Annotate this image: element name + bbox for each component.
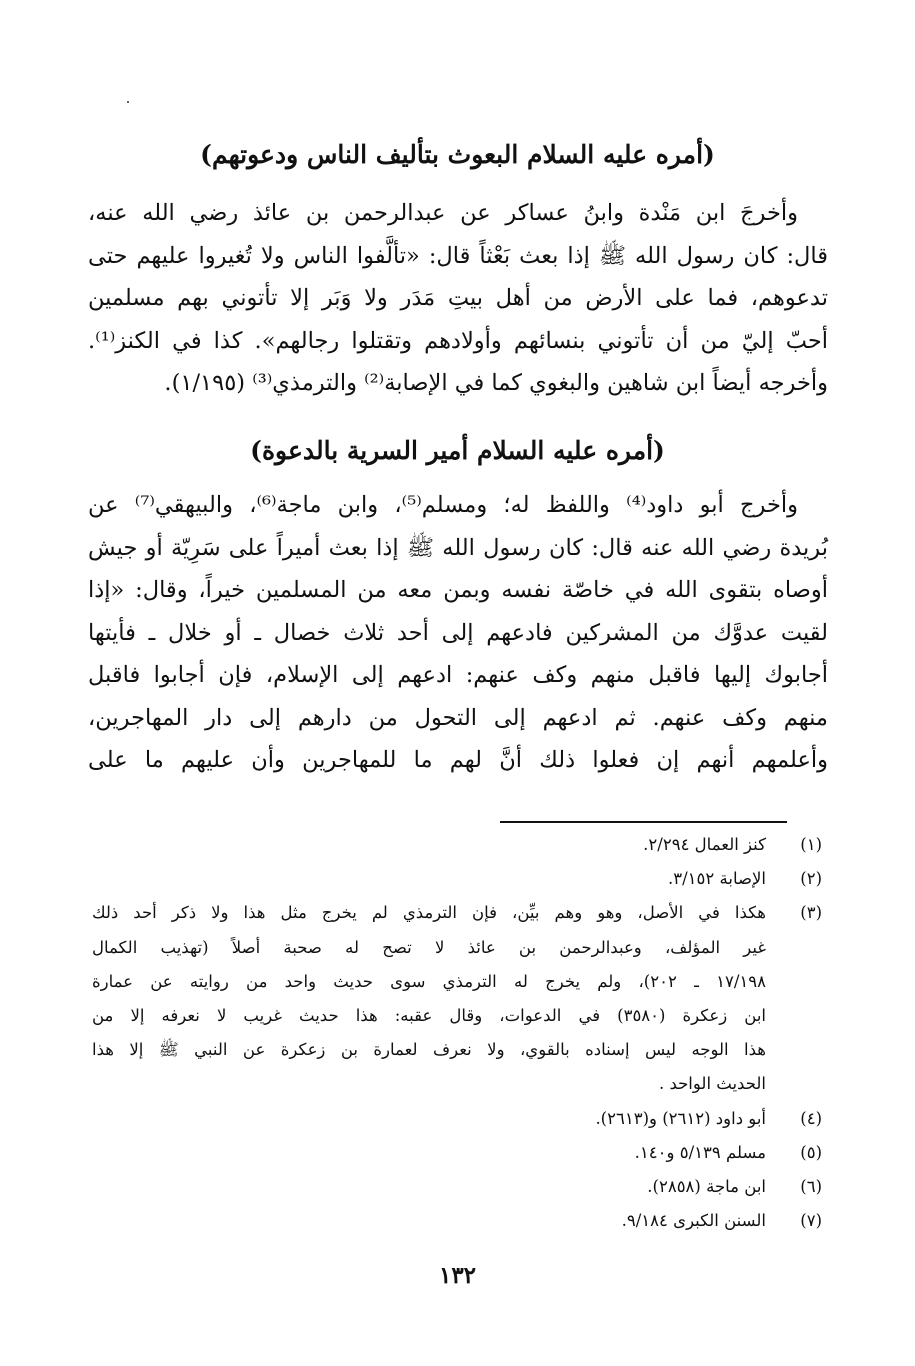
text-line: أوصاه بتقوى الله في خاصّة نفسه وبمن معه من المسلمين خيراً، وقال: «إذا — [88, 577, 828, 603]
footnote-line: أبو داود (٢٦١٢) و(٢٦١٣). — [595, 1108, 766, 1128]
footnote-line: كنز العمال ٢/٢٩٤. — [643, 835, 766, 854]
footnote-line: هذا الوجه ليس إسناده بالقوي، ولا نعرف لعمارة بن زعكرة عن النبي ﷺ إلا هذا — [92, 1040, 766, 1060]
text-line: وأعلمهم أنهم إن فعلوا ذلك أنَّ لهم ما للمهاجرين وأن عليهم ما على — [88, 747, 828, 773]
footnote-number: (٢) — [800, 869, 822, 889]
paragraph-1 — [88, 192, 828, 405]
section-heading-2: (أمره عليه السلام أمير السرية بالدعوة) — [250, 436, 665, 465]
text-line: منهم وكف عنهم. ثم ادعهم إلى التحول من دارهم إلى دار المهاجرين، — [88, 704, 828, 731]
text-line: تدعوهم، فما على الأرض من أهل بيتِ مَدَر ولا وَبَر إلا تأتوني بهم مسلمين — [88, 285, 828, 311]
text-line: قال: كان رسول الله ﷺ إذا بعث بَعْثاً قال: «تألَّفوا الناس ولا تُغيروا عليهم حتى — [88, 242, 828, 269]
footnote-item — [92, 896, 822, 1101]
text-line: وأخرج أبو داود⁽⁴⁾ واللفظ له؛ ومسلم⁽⁵⁾، وابن ماجة⁽⁶⁾، والبيهقي⁽⁷⁾ عن — [88, 492, 798, 518]
footnote-line: الحديث الواحد . — [658, 1074, 766, 1094]
footnote-line: ١٧/١٩٨ ـ ٢٠٢)، ولم يخرج له الترمذي سوى حديث واحد من روايته عن عمارة — [92, 971, 766, 991]
footnote-line: السنن الكبرى ٩/١٨٤. — [621, 1211, 766, 1231]
footnotes — [92, 828, 822, 1238]
footnote-line: هكذا في الأصل، وهو وهم بيِّن، فإن الترمذي لم يخرج مثل هذا ولا ذكر أحد ذلك — [92, 903, 766, 923]
footnote-number: (١) — [800, 835, 822, 854]
text-line: أحبّ إليّ من أن تأتوني بنسائهم وأولادهم وتقتلوا رجالهم». كذا في الكنز⁽¹⁾. — [88, 327, 828, 354]
section-heading-1: (أمره عليه السلام البعوث بتأليف الناس ودعوتهم) — [200, 140, 715, 169]
footnote-item — [92, 1102, 822, 1136]
footnote-text — [92, 1136, 766, 1170]
footnote-line: ابن ماجة (٢٨٥٨). — [647, 1177, 766, 1197]
footnote-item — [92, 828, 822, 862]
footnote-line: مسلم ٥/١٣٩ و١٤٠. — [634, 1142, 766, 1162]
page-number: ١٣٢ — [438, 1262, 477, 1289]
footnote-line: ابن زعكرة (٣٥٨٠) في الدعوات، وقال عقبه: هذا حديث غريب لا نعرفه إلا من — [92, 1006, 766, 1026]
text-line: بُريدة رضي الله عنه قال: كان رسول الله ﷺ إذا بعث أميراً على سَرِيّة أو جيش — [88, 534, 828, 561]
footnote-text — [92, 1170, 766, 1204]
footnote-separator — [500, 821, 787, 823]
footnote-line: الإصابة ٣/١٥٢. — [668, 869, 766, 889]
text-line: وأخرجَ ابن مَنْدة وابنُ عساكر عن عبدالرحمن بن عائذ رضي الله عنه، — [88, 200, 798, 226]
footnote-number: (٤) — [800, 1108, 822, 1128]
footnote-line: غير المؤلف، وعبدالرحمن بن عائذ لا تصح له صحبة أصلاً (تهذيب الكمال — [92, 937, 766, 957]
footnote-number: (٦) — [800, 1177, 822, 1197]
text-line: أجابوك إليها فاقبل منهم وكف عنهم: ادعهم إلى الإسلام، فإن أجابوا فاقبل — [88, 662, 828, 688]
footnote-text — [92, 1102, 766, 1136]
footnote-number: (٣) — [800, 903, 822, 923]
footnote-item — [92, 862, 822, 896]
text-line: لقيت عدوَّك من المشركين فادعهم إلى أحد ثلاث خصال ـ أو خلال ـ فأيتها — [88, 619, 828, 646]
footnote-item — [92, 1170, 822, 1204]
footnote-text — [92, 828, 766, 862]
paragraph-2 — [88, 484, 828, 782]
text-line: وأخرجه أيضاً ابن شاهين والبغوي كما في الإصابة⁽²⁾ والترمذي⁽³⁾ (١/١٩٥). — [164, 370, 828, 396]
footnote-item — [92, 1204, 822, 1238]
footnote-number: (٧) — [800, 1211, 822, 1231]
print-speck — [127, 101, 129, 103]
footnote-item — [92, 1136, 822, 1170]
footnote-text — [92, 862, 766, 896]
footnote-number: (٥) — [800, 1142, 822, 1162]
footnote-text — [92, 1204, 766, 1238]
footnote-text — [92, 896, 766, 1101]
